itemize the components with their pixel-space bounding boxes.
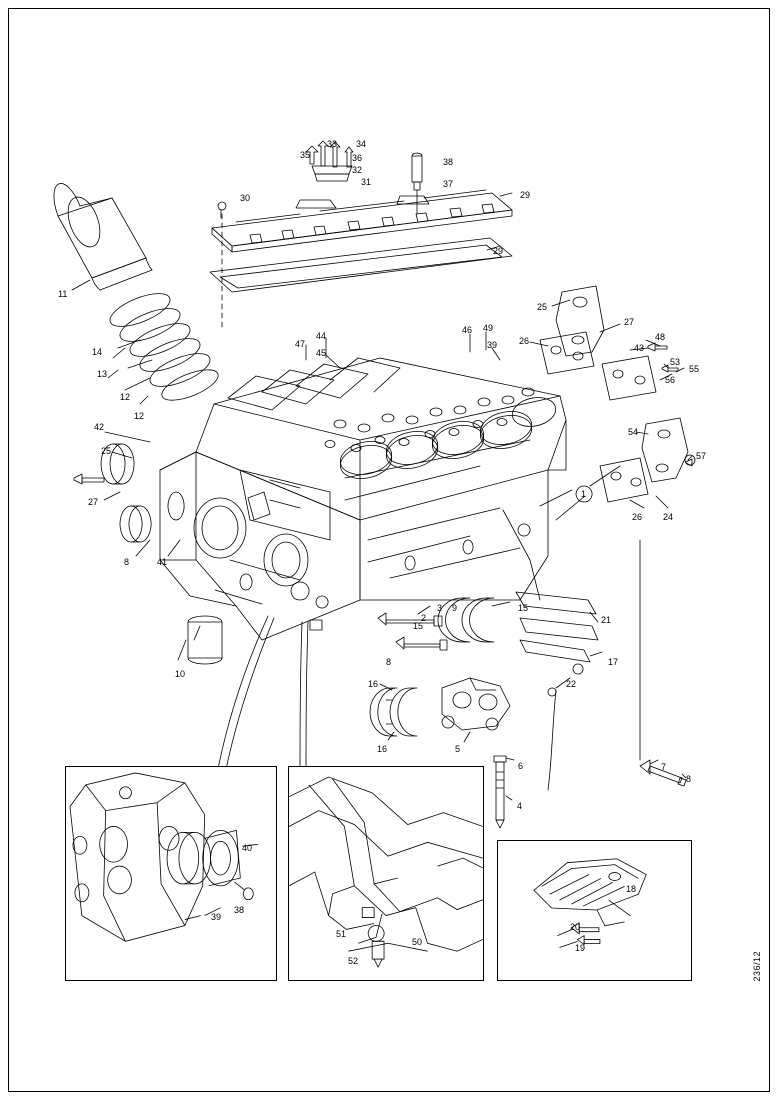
- callout-number-39: 39: [211, 912, 222, 922]
- callout-number-16: 16: [377, 744, 388, 754]
- callout-number-10: 10: [175, 669, 186, 679]
- callout-number-25: 25: [101, 446, 112, 456]
- callout-number-43: 43: [634, 343, 645, 353]
- callout-number-55: 55: [689, 364, 700, 374]
- callout-number-54: 54: [628, 427, 639, 437]
- inset-left-artwork: [66, 767, 276, 980]
- callout-number-42: 42: [94, 422, 105, 432]
- callout-number-38: 38: [234, 905, 245, 915]
- callout-number-12: 12: [134, 411, 145, 421]
- callout-number-39: 39: [487, 340, 498, 350]
- callout-number-53: 53: [670, 357, 681, 367]
- callout-number-11: 11: [58, 289, 68, 299]
- callout-number-57: 57: [696, 451, 707, 461]
- callout-number-3: 3: [437, 603, 443, 613]
- callout-number-8: 8: [386, 657, 392, 667]
- callout-number-26: 26: [519, 336, 530, 346]
- callout-number-17: 17: [608, 657, 619, 667]
- plate-code: 236/12: [752, 951, 762, 982]
- callout-number-16: 16: [368, 679, 379, 689]
- inset-oil-cooler-detail: [497, 840, 692, 981]
- callout-number-45: 45: [316, 348, 327, 358]
- callout-number-20: 20: [570, 922, 581, 932]
- callout-number-29: 29: [493, 246, 504, 256]
- callout-number-8: 8: [124, 557, 130, 567]
- callout-number-4: 4: [517, 801, 523, 811]
- callout-number-9: 9: [452, 603, 458, 613]
- callout-number-21: 21: [601, 615, 612, 625]
- callout-number-7: 7: [661, 762, 667, 772]
- inset-rear-face-detail: [65, 766, 277, 981]
- cylinder-block: [160, 358, 566, 640]
- callout-number-51: 51: [336, 929, 347, 939]
- callout-number-31: 31: [361, 177, 372, 187]
- callout-number-48: 48: [655, 332, 666, 342]
- callout-number-47: 47: [295, 339, 306, 349]
- callout-number-15: 15: [518, 603, 529, 613]
- callout-number-56: 56: [665, 375, 676, 385]
- callout-number-19: 19: [575, 943, 586, 953]
- callout-number-5: 5: [455, 744, 461, 754]
- callout-number-29: 29: [520, 190, 531, 200]
- callout-number-14: 14: [92, 347, 103, 357]
- inset-right-artwork: [498, 841, 691, 980]
- callout-number-35: 35: [300, 150, 311, 160]
- inset-center-artwork: [289, 767, 483, 980]
- callout-number-32: 32: [352, 165, 363, 175]
- callout-number-27: 27: [624, 317, 635, 327]
- callout-number-6: 6: [518, 761, 524, 771]
- callout-number-52: 52: [348, 956, 359, 966]
- inset-oil-pump-pickup-detail: [288, 766, 484, 981]
- callout-number-26: 26: [632, 512, 643, 522]
- left-seal-rings: [74, 444, 222, 664]
- callout-number-36: 36: [352, 153, 363, 163]
- callout-number-12: 12: [120, 392, 131, 402]
- callout-number-38: 38: [443, 157, 454, 167]
- callout-number-34: 34: [356, 139, 367, 149]
- callout-number-13: 13: [97, 369, 108, 379]
- callout-number-37: 37: [443, 179, 454, 189]
- callout-number-41: 41: [157, 557, 168, 567]
- callout-number-15: 15: [413, 621, 424, 631]
- callout-number-1: 1: [581, 489, 587, 499]
- callout-number-2: 2: [421, 613, 427, 623]
- callout-number-24: 24: [663, 512, 674, 522]
- callout-number-27: 27: [88, 497, 99, 507]
- callout-number-8: 8: [686, 774, 692, 784]
- callout-number-44: 44: [316, 331, 327, 341]
- callout-number-49: 49: [483, 323, 494, 333]
- callout-number-50: 50: [412, 937, 423, 947]
- oil-filter-assembly: [54, 184, 222, 407]
- callout-number-18: 18: [626, 884, 637, 894]
- callout-number-25: 25: [537, 302, 548, 312]
- callout-number-40: 40: [242, 843, 253, 853]
- callout-number-22: 22: [566, 679, 577, 689]
- callout-number-30: 30: [240, 193, 251, 203]
- callout-number-33: 33: [327, 139, 338, 149]
- callout-number-46: 46: [462, 325, 473, 335]
